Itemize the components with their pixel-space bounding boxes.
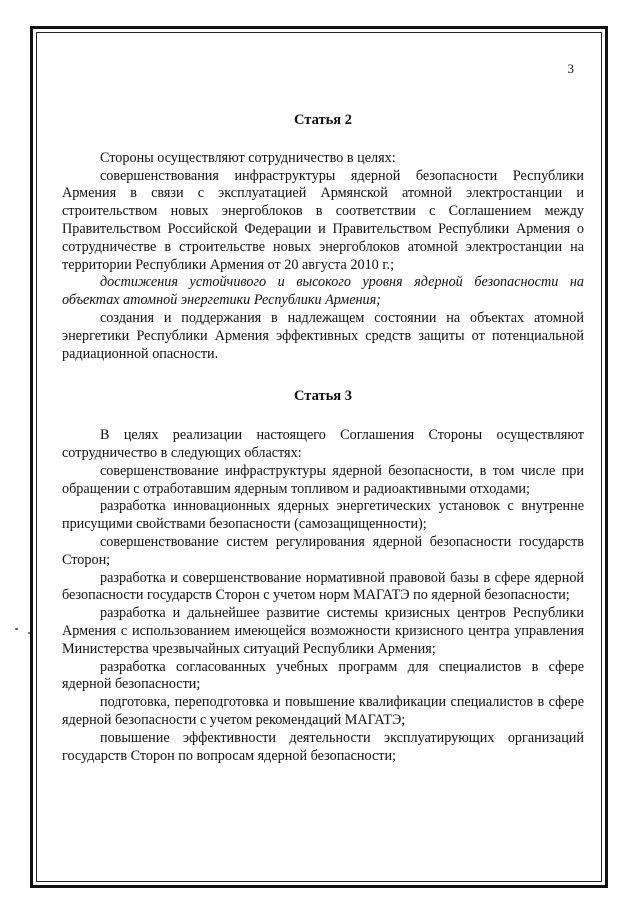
- article-3-paragraph: совершенствование систем регулирования ядерной безопасности государств Сторон;: [62, 533, 584, 568]
- document-page: [62, 52, 584, 765]
- article-3-paragraph: разработка и дальнейшее развитие системы кризисных центров Республики Армения с использованием имеющейся возможности кризисного центра управления Министерства чрезвычайных ситуаций Республики Армения;: [62, 605, 584, 657]
- article-3-paragraph: совершенствование инфраструктуры ядерной безопасности, в том числе при обращении с отработавшим ядерным топливом и радиоактивными отходами;: [62, 462, 584, 497]
- article-2-paragraph: Стороны осуществляют сотрудничество в целях:: [100, 149, 396, 166]
- article-3-paragraph: В целях реализации настоящего Соглашения Стороны осуществляют сотрудничество в следующих областях:: [62, 427, 584, 461]
- article-3-body: [62, 427, 584, 765]
- article-3-title: Статья 3: [294, 388, 352, 405]
- article-3-paragraph: разработка инновационных ядерных энергетических установок с внутренне присущими свойствами безопасности (самозащищенности);: [62, 498, 584, 533]
- article-2-title: Статья 2: [294, 112, 352, 128]
- article-3-paragraph: подготовка, переподготовка и повышение квалификации специалистов в сфере ядерной безопасности с учетом рекомендаций МАГАТЭ;: [62, 694, 584, 728]
- scan-speck: [15, 628, 18, 630]
- article-2-paragraph: совершенствования инфраструктуры ядерной безопасности Республики Армения в связи с эксплуатацией Армянской атомной электростанции и строительством новых энергоблоков в соответствии с Соглашением между Правительством Российской Федерации и Правительством Республики Армения о сотрудничестве в строительстве новых энергоблоков атомной электростанции на территории Республики Армения от 20 августа 2010 г.;: [62, 167, 584, 273]
- article-2-paragraph: создания и поддержания в надлежащем состоянии на объектах атомной энергетики Республики Армения эффективных средств защиты от потенциальной радиационной опасности.: [62, 309, 584, 362]
- article-3-paragraph: повышение эффективности деятельности эксплуатирующих организаций государств Сторон по вопросам ядерной безопасности;: [62, 729, 584, 764]
- article-2-body: [62, 150, 584, 364]
- page-number: 3: [567, 61, 574, 76]
- scan-speck: [28, 632, 30, 634]
- article-3-paragraph: разработка и совершенствование нормативной правовой базы в сфере ядерной безопасности государств Сторон с учетом норм МАГАТЭ по ядерной безопасности;: [62, 569, 584, 604]
- article-3-paragraph: разработка согласованных учебных программ для специалистов в сфере ядерной безопасности;: [62, 658, 584, 693]
- article-2-paragraph: достижения устойчивого и высокого уровня ядерной безопасности на объектах атомной энергетики Республики Армения;: [62, 274, 584, 309]
